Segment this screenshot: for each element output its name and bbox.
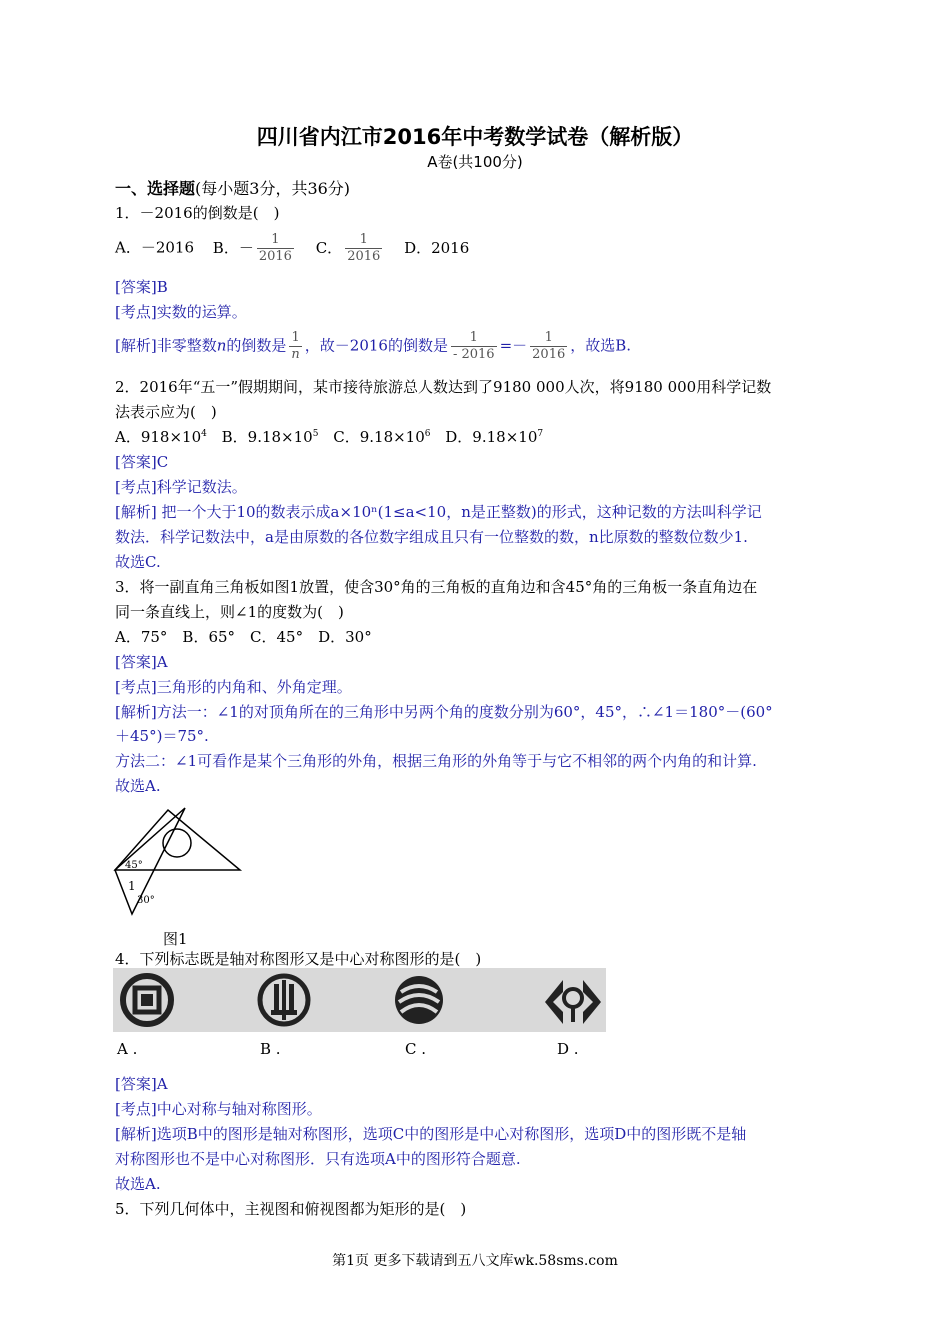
section-note: (每小题3分，共36分) (195, 179, 351, 198)
q1-answer: [答案]B (115, 278, 168, 296)
q1-fraction-n-num: 1 (291, 330, 300, 345)
q4-label-a: A . (117, 1040, 138, 1058)
q4-label-b: B . (260, 1040, 281, 1058)
q1-options (115, 232, 469, 265)
page-footer: 第1页 更多下载请到五八文库wk.58sms.com (332, 1253, 618, 1269)
q3-analysis-line1: [解析]方法一：∠1的对顶角所在的三角形中另两个角的度数分别为60°，45°，∴∠1＝180°－(60° (115, 703, 773, 721)
q4-analysis-line3: 故选A. (115, 1175, 161, 1193)
q2-exp-c: 6 (424, 429, 431, 439)
q2-stem-line1: 2．2016年“五一”假期期间，某市接待旅游总人数达到了9180 000人次，将9180 000用科学记数 (115, 378, 772, 396)
q3-analysis-line2: ＋45°)＝75°. (115, 727, 209, 745)
q1-fraction-neg-num: 1 (469, 330, 478, 345)
q3-answer: [答案]A (115, 653, 168, 671)
q1-fraction-neg-den: - 2016 (452, 347, 495, 362)
q1-fraction-n (289, 330, 301, 363)
q3-stem-line2: 同一条直线上，则∠1的度数为( ) (115, 603, 344, 621)
q1-fraction-b (257, 232, 294, 265)
q1-option-c: C． (315, 238, 343, 257)
q1-option-a: A．－2016 (115, 238, 195, 257)
angle-45-label: 45° (125, 860, 143, 871)
q4-analysis-line2: 对称图形也不是中心对称图形．只有选项A中的图形符合题意. (115, 1150, 521, 1168)
q4-analysis-line1: [解析]选项B中的图形是轴对称图形，选项C中的图形是中心对称图形，选项D中的图形既不是轴 (115, 1125, 747, 1143)
q1-analysis-b: 的倒数是 (226, 336, 287, 355)
angle-30-label: 30° (137, 895, 155, 906)
q1-analysis-d: ，故选B. (570, 336, 632, 355)
q4-answer: [答案]A (115, 1075, 168, 1093)
q3-options: A．75° B．65° C．45° D．30° (115, 628, 372, 646)
q4-label-d: D . (557, 1040, 579, 1058)
q1-analysis (115, 330, 631, 363)
q1-fraction-c-num: 1 (359, 232, 368, 247)
q1-analysis-c: ，故－2016的倒数是 (304, 336, 448, 355)
q1-fraction-b-den: 2016 (258, 249, 292, 264)
q1-option-b: B．－ (212, 238, 254, 257)
q4-stem: 4．下列标志既是轴对称图形又是中心对称图形的是( ) (115, 950, 482, 968)
q2-options (115, 426, 543, 447)
q1-fraction-res-den: 2016 (532, 347, 566, 362)
q1-topic: [考点]实数的运算。 (115, 303, 247, 321)
q2-analysis-line1: [解析] 把一个大于10的数表示成a×10ⁿ(1≤a<10，n是正整数)的形式，这种记数的方法叫科学记 (115, 503, 762, 521)
q1-option-d: D．2016 (404, 238, 470, 257)
logo-b-icon (256, 972, 312, 1028)
q3-analysis-line3: 方法二：∠1可看作是某个三角形的外角，根据三角形的外角等于与它不相邻的两个内角的和计算. (115, 752, 757, 770)
page-subtitle: A卷(共100分) (427, 153, 523, 171)
q2-analysis-line3: 故选C. (115, 553, 161, 571)
q1-fraction-b-num: 1 (271, 232, 280, 247)
q5-stem: 5．下列几何体中，主视图和俯视图都为矩形的是( ) (115, 1200, 467, 1218)
q1-fraction-c-den: 2016 (347, 249, 381, 264)
q2-stem-line2: 法表示应为( ) (115, 403, 217, 421)
q1-fraction-res-num: 1 (544, 330, 553, 345)
q1-fraction-res (530, 330, 567, 363)
q2-topic: [考点]科学记数法。 (115, 478, 247, 496)
logo-strip (113, 968, 606, 1032)
angle-1-label: 1 (128, 879, 136, 893)
logo-a-icon (119, 972, 175, 1028)
q1-analysis-eq: =－ (499, 336, 528, 355)
q4-label-c: C . (405, 1040, 427, 1058)
q2-option-d: D．9.18×10 (445, 428, 538, 446)
q1-analysis-a: [解析]非零整数 (115, 336, 217, 355)
q2-exp-a: 4 (201, 429, 207, 439)
triangle-figure (110, 800, 250, 922)
q3-analysis-line4: 故选A. (115, 777, 161, 795)
q1-fraction-c (345, 232, 382, 265)
figure-caption: 图1 (163, 930, 188, 948)
section-name: 一、选择题 (115, 179, 196, 198)
q3-stem-line1: 3．将一副直角三角板如图1放置，使含30°角的三角板的直角边和含45°角的三角板一条直角边在 (115, 578, 758, 596)
q1-fraction-neg (451, 330, 497, 363)
q4-topic: [考点]中心对称与轴对称图形。 (115, 1100, 322, 1118)
q2-exp-d: 7 (537, 429, 544, 439)
logo-d-icon (541, 972, 605, 1028)
q3-topic: [考点]三角形的内角和、外角定理。 (115, 678, 352, 696)
q2-option-c: C．9.18×10 (333, 428, 425, 446)
section-heading (115, 176, 350, 199)
q2-answer: [答案]C (115, 453, 169, 471)
q2-analysis-line2: 数法．科学记数法中，a是由原数的各位数字组成且只有一位整数的数，n比原数的整数位数少1. (115, 528, 748, 546)
q2-option-b: B．9.18×10 (221, 428, 313, 446)
page-title: 四川省内江市2016年中考数学试卷（解析版） (256, 125, 694, 149)
q1-stem: 1．－2016的倒数是( ) (115, 204, 280, 222)
q1-fraction-n-den: n (291, 347, 300, 362)
q2-exp-b: 5 (312, 429, 319, 439)
q1-analysis-n: n (216, 336, 227, 355)
q2-option-a: A．918×10 (115, 428, 202, 446)
logo-c-icon (391, 972, 447, 1028)
